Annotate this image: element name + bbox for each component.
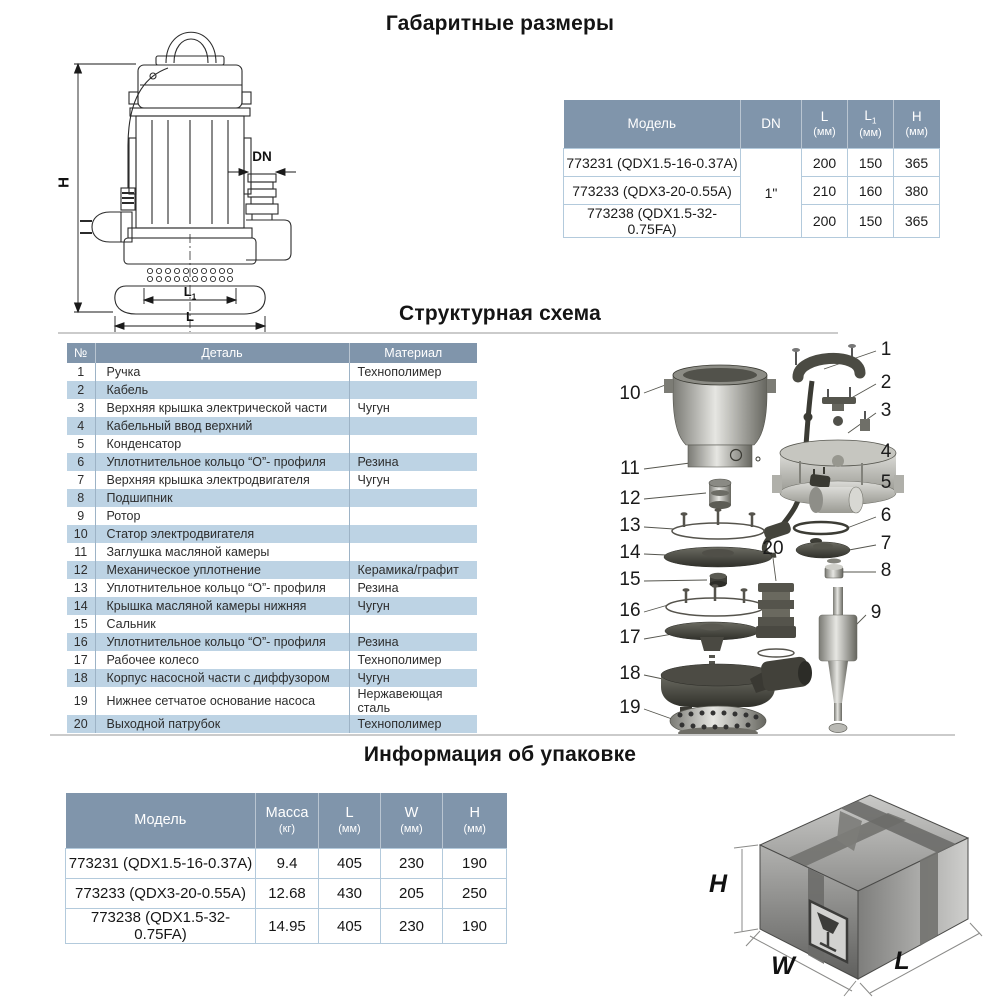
cell-material: Чугун	[349, 597, 477, 615]
callout-10: 10	[619, 383, 641, 404]
callout-13: 13	[619, 515, 641, 536]
cell-h: 190	[443, 849, 507, 879]
handle-part	[792, 344, 860, 377]
cell-material	[349, 543, 477, 561]
col-h-main: H	[469, 805, 480, 822]
table-header-row	[564, 100, 940, 149]
table-header-row	[66, 793, 507, 849]
col-w-unit: (мм)	[400, 823, 423, 836]
cell-h: 190	[443, 909, 507, 944]
table-row	[67, 489, 477, 507]
cell-no: 16	[67, 633, 95, 651]
col-mass-main: Масса	[265, 805, 309, 822]
col-w-main: W	[404, 805, 419, 822]
table-row	[67, 561, 477, 579]
dim-label-l1	[160, 284, 220, 302]
col-mass-unit: (кг)	[278, 823, 296, 836]
col-header-part: Деталь	[95, 343, 349, 363]
col-header-model: Модель	[66, 793, 256, 849]
cell-part: Заглушка масляной камеры	[95, 543, 349, 561]
cell-no: 8	[67, 489, 95, 507]
section-title-packaging: Информация об упаковке	[363, 743, 637, 766]
col-h-unit: (мм)	[463, 823, 486, 836]
section-title-structure: Структурная схема	[399, 302, 601, 325]
table-row	[67, 453, 477, 471]
col-header-model: Модель	[564, 100, 741, 149]
table-row	[67, 543, 477, 561]
cell-l1: 150	[848, 205, 894, 238]
cell-part: Статор электродвигателя	[95, 525, 349, 543]
cell-no: 17	[67, 651, 95, 669]
callout-4: 4	[880, 441, 892, 462]
cell-part: Кабельный ввод верхний	[95, 417, 349, 435]
mechanical-seal-part	[709, 479, 731, 509]
capacitor-part	[809, 487, 863, 513]
table-row	[66, 909, 507, 944]
cell-l: 405	[319, 909, 381, 944]
cell-material: Технополимер	[349, 715, 477, 733]
col-header-h	[443, 793, 507, 849]
cell-part: Выходной патрубок	[95, 715, 349, 733]
callout-16: 16	[619, 600, 641, 621]
cell-no: 11	[67, 543, 95, 561]
col-l1-subscript: 1	[871, 115, 877, 126]
table-row	[67, 669, 477, 687]
table-row	[67, 715, 477, 733]
cell-l: 200	[802, 149, 848, 177]
motor-top-disc-part	[796, 542, 850, 558]
col-l-main: L	[820, 108, 829, 124]
cell-part: Подшипник	[95, 489, 349, 507]
cell-l1: 150	[848, 149, 894, 177]
callout-2: 2	[880, 372, 892, 393]
cell-part: Механическое уплотнение	[95, 561, 349, 579]
callout-15: 15	[619, 569, 641, 590]
cell-part: Верхняя крышка электрической части	[95, 399, 349, 417]
outlet-connector-part	[756, 583, 796, 657]
callout-20: 20	[762, 538, 784, 559]
dimensions-table	[563, 100, 940, 238]
rotor-part	[819, 587, 857, 733]
col-h-unit: (мм)	[905, 126, 928, 138]
col-l-unit: (мм)	[338, 823, 361, 836]
cell-no: 19	[67, 687, 95, 715]
cell-part: Нижнее сетчатое основание насоса	[95, 687, 349, 715]
cell-h: 380	[894, 177, 940, 205]
cell-material: Керамика/графит	[349, 561, 477, 579]
table-row	[67, 363, 477, 381]
cell-material	[349, 381, 477, 399]
callout-17: 17	[619, 627, 641, 648]
cell-model: 773231 (QDX1.5-16-0.37A)	[564, 149, 741, 177]
packaging-table	[65, 793, 507, 944]
callout-9: 9	[870, 602, 882, 623]
table-row	[66, 879, 507, 909]
cell-part: Верхняя крышка электродвигателя	[95, 471, 349, 489]
col-header-dn: DN	[741, 100, 802, 149]
cell-part: Сальник	[95, 615, 349, 633]
callout-7: 7	[880, 533, 892, 554]
cell-material: Резина	[349, 453, 477, 471]
impeller-part	[665, 622, 759, 670]
cell-part: Корпус насосной части с диффузором	[95, 669, 349, 687]
cell-no: 15	[67, 615, 95, 633]
cell-mass: 12.68	[256, 879, 319, 909]
cell-no: 2	[67, 381, 95, 399]
o-ring-mid-part	[672, 508, 764, 539]
cell-material: Резина	[349, 633, 477, 651]
cell-material: Резина	[349, 579, 477, 597]
strainer-base-part	[670, 706, 766, 735]
cell-material: Чугун	[349, 399, 477, 417]
cell-l: 430	[319, 879, 381, 909]
dim-label-l: L	[186, 309, 194, 324]
cell-material	[349, 417, 477, 435]
cell-no: 10	[67, 525, 95, 543]
cell-no: 3	[67, 399, 95, 417]
callout-19: 19	[619, 697, 641, 718]
upper-cable-entry-part	[822, 387, 870, 431]
cell-no: 1	[67, 363, 95, 381]
table-row	[67, 651, 477, 669]
dim-label-dn: DN	[252, 149, 272, 164]
cell-w: 205	[381, 879, 443, 909]
box-label-l: L	[894, 947, 910, 975]
col-l-unit: (мм)	[813, 126, 836, 138]
table-row	[67, 597, 477, 615]
cell-part: Уплотнительное кольцо “О”- профиля	[95, 453, 349, 471]
cell-model: 773231 (QDX1.5-16-0.37A)	[66, 849, 256, 879]
pump-body-part	[661, 656, 812, 714]
cell-model: 773233 (QDX3-20-0.55A)	[66, 879, 256, 909]
cell-h: 250	[443, 879, 507, 909]
table-row	[67, 435, 477, 453]
table-row	[67, 381, 477, 399]
cell-part: Крышка масляной камеры нижняя	[95, 597, 349, 615]
table-row	[67, 579, 477, 597]
cell-no: 20	[67, 715, 95, 733]
cell-no: 6	[67, 453, 95, 471]
dim-label-l1-sub: 1	[191, 292, 197, 302]
table-row	[67, 399, 477, 417]
table-row	[564, 149, 940, 177]
col-header-no: №	[67, 343, 95, 363]
cell-l: 405	[319, 849, 381, 879]
exploded-view-diagram	[600, 335, 960, 735]
callout-18: 18	[619, 663, 641, 684]
cell-no: 5	[67, 435, 95, 453]
callout-3: 3	[880, 400, 892, 421]
cell-mass: 14.95	[256, 909, 319, 944]
table-row	[67, 525, 477, 543]
callout-6: 6	[880, 505, 892, 526]
cell-part: Ручка	[95, 363, 349, 381]
cell-no: 13	[67, 579, 95, 597]
table-row	[67, 471, 477, 489]
col-h-main: H	[911, 108, 922, 124]
col-header-h	[894, 100, 940, 149]
cell-material	[349, 435, 477, 453]
section-divider	[58, 332, 838, 334]
col-l1-main	[864, 108, 877, 126]
o-ring-upper-part	[794, 522, 848, 544]
callout-1: 1	[880, 339, 892, 360]
cell-no: 9	[67, 507, 95, 525]
cell-model: 773233 (QDX3-20-0.55A)	[564, 177, 741, 205]
table-header-row	[67, 343, 477, 363]
cell-dn: 1"	[741, 149, 802, 238]
table-row	[67, 507, 477, 525]
cell-no: 7	[67, 471, 95, 489]
cell-model: 773238 (QDX1.5-32-0.75FA)	[564, 205, 741, 238]
dim-label-l1-main: L	[183, 284, 192, 299]
section-title-dimensions: Габаритные размеры	[385, 12, 615, 35]
cell-material	[349, 615, 477, 633]
table-row	[67, 417, 477, 435]
cell-model: 773238 (QDX1.5-32-0.75FA)	[66, 909, 256, 944]
cell-l: 200	[802, 205, 848, 238]
cell-w: 230	[381, 909, 443, 944]
table-row	[67, 633, 477, 651]
cell-part: Уплотнительное кольцо “О”- профиля	[95, 579, 349, 597]
dim-label-h: H	[55, 177, 73, 188]
col-header-l	[802, 100, 848, 149]
section-divider	[50, 734, 955, 736]
cell-material: Технополимер	[349, 363, 477, 381]
cell-material: Технополимер	[349, 651, 477, 669]
cell-no: 4	[67, 417, 95, 435]
table-row	[67, 687, 477, 715]
cell-part: Кабель	[95, 381, 349, 399]
cell-l: 210	[802, 177, 848, 205]
col-header-l	[319, 793, 381, 849]
o-ring-lower-part	[666, 584, 764, 616]
cell-material: Нержавеющая сталь	[349, 687, 477, 715]
cell-no: 14	[67, 597, 95, 615]
stator-housing-part	[664, 365, 776, 467]
cell-h: 365	[894, 205, 940, 238]
table-row	[66, 849, 507, 879]
cell-part: Ротор	[95, 507, 349, 525]
cell-no: 12	[67, 561, 95, 579]
cell-material	[349, 489, 477, 507]
col-header-w	[381, 793, 443, 849]
col-l-main: L	[345, 805, 354, 822]
cell-no: 18	[67, 669, 95, 687]
col-header-material: Материал	[349, 343, 477, 363]
cell-material: Чугун	[349, 471, 477, 489]
callout-12: 12	[619, 488, 641, 509]
col-header-l1	[848, 100, 894, 149]
col-l1-letter: L	[864, 108, 872, 124]
callout-5: 5	[880, 472, 892, 493]
cell-material	[349, 525, 477, 543]
callout-8: 8	[880, 560, 892, 581]
callout-14: 14	[619, 542, 641, 563]
cell-l1: 160	[848, 177, 894, 205]
exploded-view-art	[600, 335, 960, 735]
cell-w: 230	[381, 849, 443, 879]
cell-material: Чугун	[349, 669, 477, 687]
callout-11: 11	[620, 458, 640, 479]
parts-table	[67, 343, 477, 733]
col-l1-unit: (мм)	[859, 126, 882, 139]
cell-h: 365	[894, 149, 940, 177]
cell-part: Уплотнительное кольцо “О”- профиля	[95, 633, 349, 651]
col-header-mass	[256, 793, 319, 849]
bearing-part	[825, 559, 843, 579]
box-label-w: W	[771, 952, 795, 980]
cell-part: Конденсатор	[95, 435, 349, 453]
cell-mass: 9.4	[256, 849, 319, 879]
cell-material	[349, 507, 477, 525]
cell-part: Рабочее колесо	[95, 651, 349, 669]
table-row	[67, 615, 477, 633]
box-label-h: H	[708, 870, 728, 898]
